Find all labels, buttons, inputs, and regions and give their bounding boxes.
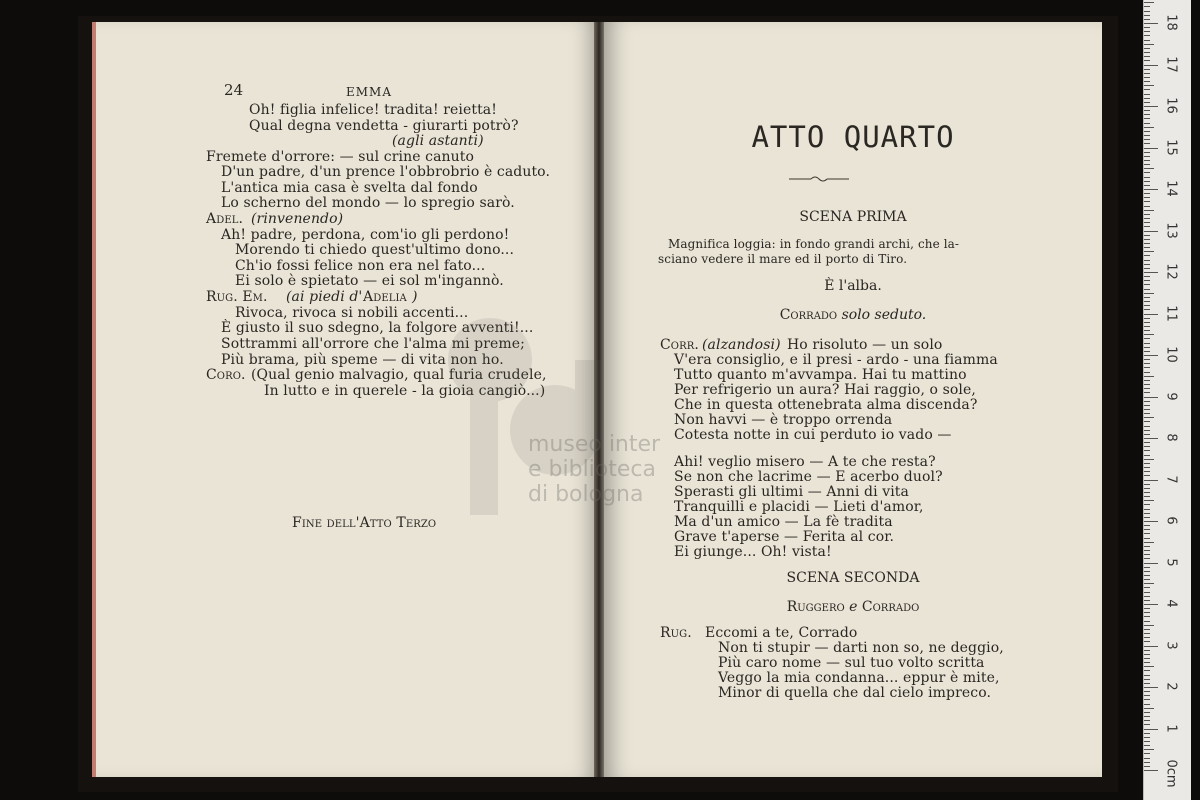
ruler-tick (1144, 525, 1150, 526)
ruler-tick (1144, 413, 1150, 414)
ruler-tick (1144, 318, 1150, 319)
ruler-tick (1144, 604, 1158, 605)
ruler-tick (1144, 434, 1150, 435)
ruler-tick (1144, 326, 1150, 327)
verse-line: Veggo la mia condanna... eppur è mite, (718, 670, 1000, 686)
stage-direction: Magnifica loggia: in fondo grandi archi, che la- (668, 237, 960, 251)
ruler-tick (1144, 297, 1150, 298)
ruler-tick (1144, 450, 1150, 451)
ruler-number: 5 (1163, 557, 1179, 567)
ruler-tick (1144, 538, 1150, 539)
ruler-tick (1144, 343, 1150, 344)
scene-title: SCENA SECONDA (786, 570, 920, 586)
ruler-number: 9 (1163, 391, 1179, 401)
ruler-number: 8 (1163, 433, 1179, 442)
ruler-tick (1144, 172, 1150, 173)
ruler-tick (1144, 459, 1154, 460)
ruler-tick (1144, 517, 1150, 518)
ruler-tick (1144, 579, 1150, 580)
verse-line: Se non che lacrime — E acerbo duol? (674, 469, 943, 485)
ruler-tick (1144, 376, 1154, 377)
verse-line: Sottrammi all'orrore che l'alma mi preme; (221, 336, 525, 352)
watermark-text: di bologna (528, 482, 644, 507)
ruler-tick (1144, 417, 1154, 418)
ruler-tick (1144, 421, 1150, 422)
ruler-number: 4 (1163, 599, 1179, 608)
ruler-tick (1144, 355, 1158, 356)
ruler-tick (1144, 363, 1150, 364)
measurement-ruler (1143, 0, 1191, 800)
ruler-tick (1144, 729, 1158, 730)
ruler-tick (1144, 409, 1150, 410)
ruler-tick (1144, 289, 1150, 290)
ruler-tick (1144, 401, 1150, 402)
ruler-tick (1144, 56, 1150, 57)
ruler-tick (1144, 641, 1150, 642)
ruler-tick (1144, 106, 1158, 107)
stage-direction-close: ) (412, 289, 418, 305)
verse-line: Non havvi — è troppo orrenda (674, 412, 893, 428)
ruler-tick (1144, 314, 1158, 315)
ruler-tick (1144, 148, 1158, 149)
ruler-tick (1144, 322, 1150, 323)
ruler-tick (1144, 633, 1150, 634)
verse-line: Grave t'aperse — Ferita al cor. (674, 529, 895, 545)
stage-direction: sciano vedere il mare ed il porto di Tiro. (658, 252, 908, 266)
page-number: 24 (224, 81, 244, 99)
ruler-tick (1144, 592, 1150, 593)
ruler-tick (1144, 243, 1150, 244)
ruler-number: 6 (1163, 516, 1179, 525)
ruler-tick (1144, 484, 1150, 485)
ruler-tick (1144, 210, 1154, 211)
ruler-tick (1144, 6, 1150, 7)
ruler-tick (1144, 380, 1150, 381)
ruler-tick (1144, 276, 1150, 277)
stage-direction: (rinvenendo) (251, 211, 344, 227)
ruler-tick (1144, 251, 1154, 252)
ruler-tick (1144, 69, 1150, 70)
ruler-tick (1144, 60, 1150, 61)
ruler-tick (1144, 480, 1158, 481)
ruler-tick (1144, 529, 1150, 530)
stage-direction: (alzandosi) (702, 337, 781, 353)
ruler-tick (1144, 309, 1150, 310)
ruler-tick (1144, 708, 1154, 709)
ruler-tick (1144, 185, 1150, 186)
ruler-tick (1144, 542, 1154, 543)
ruler-tick (1144, 766, 1150, 767)
ruler-number: 14 (1163, 180, 1179, 197)
ruler-tick (1144, 197, 1150, 198)
ruler-tick (1144, 471, 1150, 472)
ruler-tick (1144, 152, 1150, 153)
ruler-tick (1144, 206, 1150, 207)
ruler-tick (1144, 135, 1150, 136)
speaker-label: Rug. Em. (206, 289, 268, 305)
ruler-tick (1144, 85, 1154, 86)
ruler-tick (1144, 621, 1150, 622)
ruler-number: 17 (1163, 55, 1179, 73)
ruler-tick (1144, 753, 1150, 754)
ruler-tick (1144, 114, 1150, 115)
ruler-tick (1144, 650, 1150, 651)
ruler-tick (1144, 455, 1150, 456)
ruler-tick (1144, 446, 1150, 447)
ruler-tick (1144, 94, 1150, 95)
ruler-tick (1144, 359, 1150, 360)
ruler-tick (1144, 608, 1150, 609)
ruler-tick (1144, 73, 1150, 74)
ruler-number: 18 (1163, 14, 1179, 31)
verse-line: Ah! padre, perdona, com'io gli perdono! (221, 227, 510, 243)
ruler-tick (1144, 463, 1150, 464)
ruler-tick (1144, 127, 1154, 128)
ruler-tick (1144, 567, 1150, 568)
verse-line: Minor di quella che dal cielo impreco. (718, 685, 992, 701)
verse-line: Per refrigerio un aura? Hai raggio, o sole, (674, 382, 976, 398)
ruler-tick (1144, 662, 1150, 663)
ruler-tick (1144, 770, 1158, 771)
ruler-tick (1144, 235, 1150, 236)
ruler-tick (1144, 23, 1158, 24)
ruler-tick (1144, 347, 1150, 348)
ruler-tick (1144, 500, 1154, 501)
watermark-text: e biblioteca (528, 457, 656, 482)
character-name: Corrado (779, 307, 838, 323)
ruler-tick (1144, 625, 1154, 626)
ruler-number: 16 (1163, 97, 1179, 114)
act-title: ATTO QUARTO (751, 120, 955, 154)
verse-line: Non ti stupir — darti non so, ne deggio, (718, 640, 1004, 656)
ruler-tick (1144, 762, 1150, 763)
verse-line: Oh! figlia infelice! tradita! reietta! (249, 102, 497, 118)
ruler-tick (1144, 442, 1150, 443)
ruler-tick (1144, 65, 1158, 66)
verse-line: Ma d'un amico — La fè tradita (674, 514, 893, 530)
ruler-tick (1144, 301, 1150, 302)
ruler-tick (1144, 550, 1150, 551)
ruler-tick (1144, 264, 1150, 265)
ruler-tick (1144, 504, 1150, 505)
ruler-tick (1144, 98, 1150, 99)
character-name: Ruggero (786, 599, 845, 615)
ruler-tick (1144, 467, 1150, 468)
ruler-tick (1144, 27, 1150, 28)
verse-line: (Qual genio malvagio, qual furia crudele, (251, 367, 547, 383)
conjunction: e (849, 599, 858, 615)
ruler-tick (1144, 81, 1150, 82)
ruler-tick (1144, 733, 1150, 734)
stage-direction-dawn: È l'alba. (824, 278, 882, 294)
ruler-tick (1144, 2, 1154, 3)
ornament-divider (789, 175, 849, 183)
ruler-tick (1144, 189, 1158, 190)
ruler-tick (1144, 15, 1150, 16)
ruler-tick (1144, 156, 1150, 157)
ruler-tick (1144, 123, 1150, 124)
stage-direction: (ai piedi d' (286, 289, 363, 305)
ruler-tick (1144, 52, 1150, 53)
verse-line: Più brama, più speme — di vita non ho. (221, 352, 504, 368)
verse-line: L'antica mia casa è svelta dal fondo (221, 180, 478, 196)
scene-characters (604, 599, 1102, 615)
speaker-label: Adel. (206, 211, 244, 227)
ruler-tick (1144, 160, 1150, 161)
ruler-tick (1144, 546, 1150, 547)
ruler-tick (1144, 272, 1158, 273)
ruler-tick (1144, 193, 1150, 194)
ruler-tick (1144, 758, 1150, 759)
ruler-tick (1144, 338, 1150, 339)
ruler-tick (1144, 687, 1158, 688)
speaker-label: Rug. (660, 625, 692, 641)
ruler-tick (1144, 293, 1154, 294)
ruler-tick (1144, 351, 1150, 352)
watermark-text: museo inter (528, 432, 661, 457)
verse-line: Eccomi a te, Corrado (705, 625, 858, 641)
ruler-tick (1144, 231, 1158, 232)
ruler-tick (1144, 118, 1150, 119)
ruler-tick (1144, 496, 1150, 497)
verse-line: Fremete d'orrore: — sul crine canuto (206, 149, 475, 165)
ruler-tick (1144, 724, 1150, 725)
ruler-tick (1144, 44, 1154, 45)
ruler-tick (1144, 168, 1154, 169)
ruler-tick (1144, 280, 1150, 281)
ruler-tick (1144, 89, 1150, 90)
ruler-tick (1144, 583, 1154, 584)
ruler-tick (1144, 612, 1150, 613)
ruler-tick (1144, 712, 1150, 713)
ruler-tick (1144, 670, 1150, 671)
ruler-tick (1144, 737, 1150, 738)
verse-line: V'era consiglio, e il presi - ardo - una fiamma (674, 352, 998, 368)
ruler-tick (1144, 177, 1150, 178)
ruler-number: 1 (1163, 723, 1179, 733)
verse-line: Lo scherno del mondo — lo spregio sarò. (221, 195, 515, 211)
ruler-tick (1144, 110, 1150, 111)
ruler-tick (1144, 745, 1150, 746)
ruler-number: 0cm (1163, 759, 1179, 788)
ruler-tick (1144, 268, 1150, 269)
ruler-tick (1144, 521, 1158, 522)
ruler-tick (1144, 666, 1154, 667)
ruler-tick (1144, 226, 1150, 227)
ruler-tick (1144, 533, 1150, 534)
verse-line: Ei solo è spietato — ei sol m'ingannò. (235, 273, 504, 289)
ruler-tick (1144, 558, 1150, 559)
ruler-tick (1144, 741, 1150, 742)
ruler-tick (1144, 509, 1150, 510)
ruler-tick (1144, 683, 1150, 684)
stage-direction-name: Adelia (363, 289, 407, 305)
ruler-number: 7 (1163, 474, 1179, 484)
ruler-tick (1144, 629, 1150, 630)
ruler-tick (1144, 575, 1150, 576)
verse-line: In lutto e in querele - la gioia cangiò...) (264, 383, 546, 399)
verse-line: Rivoca, rivoca si nobili accenti... (235, 305, 469, 321)
ruler-tick (1144, 19, 1150, 20)
verse-line: Che in questa ottenebrata alma discenda? (674, 397, 978, 413)
ruler-tick (1144, 438, 1158, 439)
ruler-tick (1144, 699, 1150, 700)
ruler-tick (1144, 405, 1150, 406)
ruler-tick (1144, 164, 1150, 165)
ruler-tick (1144, 716, 1150, 717)
ruler-tick (1144, 143, 1150, 144)
ruler-tick (1144, 646, 1158, 647)
ruler-tick (1144, 704, 1150, 705)
ruler-tick (1144, 48, 1150, 49)
ruler-tick (1144, 334, 1154, 335)
ruler-tick (1144, 131, 1150, 132)
ruler-tick (1144, 475, 1150, 476)
ruler-tick (1144, 397, 1158, 398)
verse-line: Tranquilli e placidi — Lieti d'amor, (674, 499, 924, 515)
ruler-tick (1144, 658, 1150, 659)
ruler-tick (1144, 139, 1150, 140)
ruler-tick (1144, 691, 1150, 692)
ruler-tick (1144, 492, 1150, 493)
verse-line: Qual degna vendetta - giurarti potrò? (249, 118, 519, 134)
ruler-number: 12 (1163, 263, 1179, 280)
ruler-tick (1144, 11, 1150, 12)
ruler-tick (1144, 102, 1150, 103)
ruler-tick (1144, 218, 1150, 219)
ruler-tick (1144, 40, 1150, 41)
ruler-tick (1144, 488, 1150, 489)
verse-line: D'un padre, d'un prence l'obbrobrio è caduto. (221, 164, 551, 180)
stage-direction: solo seduto. (841, 307, 927, 323)
ruler-tick (1144, 430, 1150, 431)
ruler-tick (1144, 367, 1150, 368)
verse-line: Ho risoluto — un solo (787, 337, 943, 353)
ruler-tick (1144, 388, 1150, 389)
ruler-tick (1144, 637, 1150, 638)
ruler-tick (1144, 255, 1150, 256)
ruler-tick (1144, 426, 1150, 427)
ruler-tick (1144, 587, 1150, 588)
ruler-tick (1144, 239, 1150, 240)
running-head: EMMA (346, 85, 392, 99)
verse-line: Cotesta notte in cui perduto io vado — (674, 427, 952, 443)
ruler-tick (1144, 571, 1150, 572)
verse-line: Ei giunge... Oh! vista! (674, 544, 832, 560)
scene-title: SCENA PRIMA (799, 209, 907, 225)
verse-line: Più caro nome — sul tuo volto scritta (718, 655, 985, 671)
ruler-tick (1144, 181, 1150, 182)
verse-line: È giusto il suo sdegno, la folgore avventi!... (221, 320, 534, 336)
verse-line: Tutto quanto m'avvampa. Hai tu mattino (674, 367, 967, 383)
ruler-tick (1144, 392, 1150, 393)
ruler-tick (1144, 616, 1150, 617)
ruler-tick (1144, 222, 1150, 223)
ruler-tick (1144, 260, 1150, 261)
speaker-label: Corr. (660, 337, 699, 353)
verse-line: Ch'io fossi felice non era nel fato... (235, 258, 486, 274)
speaker-label: Coro. (206, 367, 246, 383)
ruler-number: 15 (1163, 138, 1179, 156)
ruler-tick (1144, 554, 1150, 555)
ruler-tick (1144, 201, 1150, 202)
ruler-tick (1144, 679, 1150, 680)
ruler-tick (1144, 284, 1150, 285)
ruler-number: 11 (1163, 304, 1179, 322)
verse-line: Morendo ti chiedo quest'ultimo dono... (235, 242, 515, 258)
stage-direction: (agli astanti) (392, 133, 484, 149)
ruler-tick (1144, 372, 1150, 373)
verse-line: Sperasti gli ultimi — Anni di vita (674, 484, 909, 500)
ruler-tick (1144, 35, 1150, 36)
ruler-number: 13 (1163, 221, 1179, 239)
ruler-tick (1144, 654, 1150, 655)
ruler-tick (1144, 384, 1150, 385)
ruler-tick (1144, 675, 1150, 676)
ruler-tick (1144, 695, 1150, 696)
end-of-act-note: Fine dell'Atto Terzo (292, 515, 437, 531)
ruler-tick (1144, 513, 1150, 514)
ruler-tick (1144, 596, 1150, 597)
ruler-tick (1144, 305, 1150, 306)
ruler-tick (1144, 214, 1150, 215)
ruler-tick (1144, 720, 1150, 721)
ruler-tick (1144, 749, 1154, 750)
ruler-tick (1144, 600, 1150, 601)
ruler-tick (1144, 247, 1150, 248)
character-name: Corrado (861, 599, 920, 615)
ruler-tick (1144, 330, 1150, 331)
verse-line: Ahi! veglio misero — A te che resta? (674, 454, 936, 470)
ruler-number: 2 (1163, 682, 1179, 691)
ruler-tick (1144, 77, 1150, 78)
ruler-number: 3 (1163, 640, 1179, 650)
ruler-number: 10 (1163, 346, 1179, 363)
ruler-tick (1144, 563, 1158, 564)
ruler-tick (1144, 31, 1150, 32)
